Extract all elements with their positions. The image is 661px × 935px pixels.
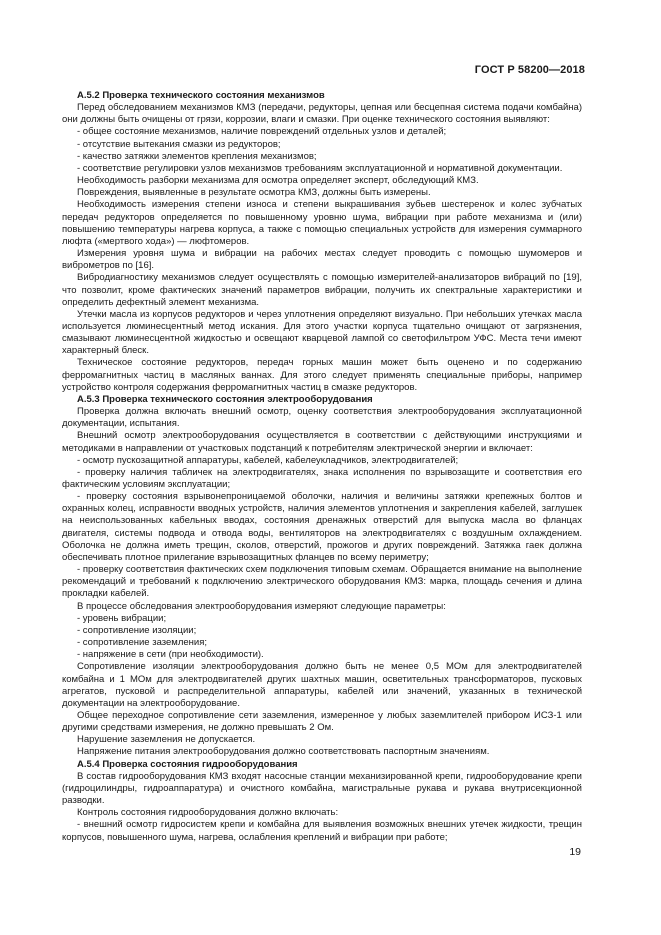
- paragraph: Измерения уровня шума и вибрации на рабочих местах следует проводить с помощью шумомеров и виброметров по [16].: [62, 248, 582, 272]
- paragraph: Проверка должна включать внешний осмотр, оценку соответствия электрооборудования эксплуатационной документации, испытания.: [62, 406, 582, 430]
- paragraph: В состав гидрооборудования КМЗ входят насосные станции механизированной крепи, гидрооборудование крепи (гидроцилиндры, гидроаппаратура) и очистного комбайна, магистральные рукава и рукава внутрисекционной разводки.: [62, 770, 582, 807]
- paragraph: Нарушение заземления не допускается.: [77, 734, 256, 746]
- list-item: - качество затяжки элементов крепления механизмов;: [77, 150, 317, 162]
- paragraph: Повреждения, выявленные в результате осмотра КМЗ, должны быть измерены.: [77, 187, 431, 199]
- paragraph: Контроль состояния гидрооборудования должно включать:: [77, 807, 339, 819]
- section-heading: А.5.3 Проверка технического состояния электрооборудования: [77, 393, 373, 405]
- paragraph: Перед обследованием механизмов КМЗ (передачи, редукторы, цепная или бесцепная система подачи комбайна) они должны быть очищены от грязи, коррозии, влаги и смазки. При оценке технического состояния выявляют:: [62, 102, 582, 126]
- section-heading: А.5.4 Проверка состояния гидрооборудования: [77, 758, 298, 770]
- section-heading: А.5.2 Проверка технического состояния механизмов: [77, 90, 325, 101]
- list-item: - проверку соответствия фактических схем подключения типовым схемам. Обращается внимание на выполнение рекомендаций и требований к подключению электрического оборудования КМЗ: марка, площадь сечения и длина прокладки кабелей.: [62, 564, 582, 600]
- paragraph: Необходимость измерения степени износа и степени выкрашивания зубьев шестеренок и колес зубчатых передач редукторов определяется по повышенному уровню шума, вибрации при работе механизма и (или) повышению температуры нагрева корпуса, а также с помощью специальных устройств для измерения суммарного люфта («мертвого хода») — люфтомеров.: [62, 199, 582, 247]
- paragraph: В процессе обследования электрооборудования измеряют следующие параметры:: [77, 600, 446, 612]
- paragraph: Сопротивление изоляции электрооборудования должно быть не менее 0,5 МОм для электродвигателей комбайна и 1 МОм для электродвигателей других шахтных машин, осветительных трансформаторов, пусковых агрегатов, пусковой и распределительной аппаратуры, кабелей или значений, указанных в технической документации на электрооборудование.: [62, 661, 582, 709]
- page-number: 19: [569, 846, 581, 858]
- list-item: - внешний осмотр гидросистем крепи и комбайна для выявления возможных внешних утечек жидкости, трещин корпусов, повышенного шума, нагрева, ослабления креплений и вибрации при работе;: [62, 819, 582, 843]
- list-item: - отсутствие вытекания смазки из редукторов;: [77, 138, 281, 150]
- paragraph: Внешний осмотр электрооборудования осуществляется в соответствии с действующими инструкциями и методиками в направлении от участковых подстанций к потребителям электрической энергии и включает:: [62, 430, 582, 454]
- paragraph: Необходимость разборки механизма для осмотра определяет эксперт, обследующий КМЗ.: [77, 175, 479, 187]
- paragraph: Общее переходное сопротивление сети заземления, измеренное у любых заземлителей прибором ИСЗ-1 или другими средствами измерения, не должно превышать 2 Ом.: [62, 709, 582, 734]
- paragraph: Утечки масла из корпусов редукторов и через уплотнения определяют визуально. При небольших утечках масла используется люминесцентный метод искания. Для этого участки корпуса тщательно очищают от загрязнения, смазывают люминесцентной жидкостью и освещают кварцевой лампой со светофильтром УФС. Места течи имеют характерный блеск.: [62, 308, 582, 357]
- paragraph: Техническое состояние редукторов, передач горных машин может быть оценено и по содержанию ферромагнитных частиц в масляных ваннах. Для этого следует применять специальные приборы, например устройство контроля содержания ферромагнитных частиц в смазке редукторов.: [62, 357, 582, 393]
- list-item: - проверку состояния взрывонепроницаемой оболочки, наличия и величины затяжки крепежных болтов и охранных колец, исправности вводных устройств, наличия элементов уплотнения и закрепления кабелей, заглушек на неиспользованных кабельных вводах, состояния дренажных отверстий для выпуска масла во фланцах двигателя, системы подвода и отвода воды, вентиляторов на электродвигателях с воздушным охлаждением. Оболочка не должна иметь трещин, сколов, отверстий, прожогов и других повреждений. Затяжка гаек должна обеспечивать плотное прилегание взрывозащитных фланцев по всему периметру;: [62, 491, 582, 563]
- list-item: - уровень вибрации;: [77, 612, 167, 624]
- paragraph: Напряжение питания электрооборудования должно соответствовать паспортным значениям.: [77, 746, 490, 758]
- paragraph: Вибродиагностику механизмов следует осуществлять с помощью измерителей-анализаторов вибраций по [19], что позволит, кроме фактических значений параметров вибрации, получить их спектральные характеристики и определить дефектный элемент механизма.: [62, 272, 582, 308]
- list-item: - сопротивление изоляции;: [77, 624, 197, 636]
- list-item: - проверку наличия табличек на электродвигателях, знака исполнения по взрывозащите и соответствия его фактическим условиям эксплуатации;: [62, 466, 582, 490]
- list-item: - общее состояние механизмов, наличие повреждений отдельных узлов и деталей;: [77, 126, 447, 138]
- list-item: - осмотр пускозащитной аппаратуры, кабелей, кабелеукладчиков, электродвигателей;: [77, 454, 459, 466]
- list-item: - напряжение в сети (при необходимости).: [77, 649, 264, 661]
- list-item: - сопротивление заземления;: [77, 637, 207, 649]
- document-body: [62, 90, 582, 844]
- document-code: ГОСТ Р 58200—2018: [474, 64, 585, 76]
- list-item: - соответствие регулировки узлов механизмов требованиям эксплуатационной и нормативной документации.: [77, 162, 563, 174]
